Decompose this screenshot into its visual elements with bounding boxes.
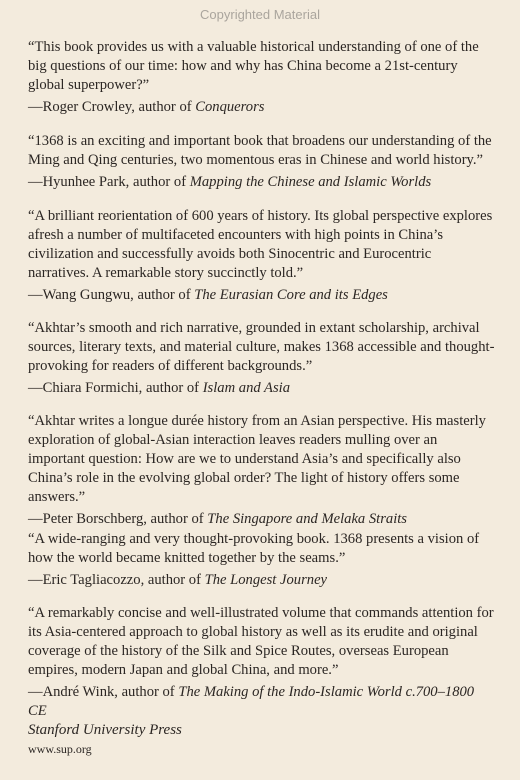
blurb-formichi — [28, 319, 496, 398]
publisher-name: Stanford University Press — [28, 722, 182, 738]
blurb-attribution — [28, 173, 496, 192]
attribution-author: —Chiara Formichi, author of — [28, 380, 203, 396]
blurb-crowley — [28, 38, 496, 117]
attribution-author: —Hyunhee Park, author of — [28, 174, 190, 190]
attribution-author: —Wang Gungwu, author of — [28, 287, 195, 303]
attribution-author: —Roger Crowley, author of — [28, 99, 196, 115]
blurb-quote: “This book provides us with a valuable historical understanding of one of the big questions of our time: how and why has China become a 21st-century global superpower?” — [28, 39, 479, 93]
attribution-book: Conquerors — [195, 99, 265, 115]
blurb-tagliacozzo — [28, 530, 496, 590]
blurb-quote: “Akhtar’s smooth and rich narrative, grounded in extant scholarship, archival sources, literary texts, and material culture, makes 1368 accessible and thought-provoking for readers of different backgrounds.” — [28, 320, 495, 374]
blurb-borschberg — [28, 412, 496, 529]
blurb-attribution — [28, 286, 496, 305]
blurb-attribution — [28, 571, 496, 590]
attribution-book: Islam and Asia — [202, 380, 290, 396]
attribution-book: The Singapore and Melaka Straits — [207, 511, 407, 527]
attribution-author: —Eric Tagliacozzo, author of — [28, 572, 205, 588]
blurb-wink — [28, 604, 496, 721]
blurb-quote: “Akhtar writes a longue durée history from an Asian perspective. His masterly exploration of global-Asian interaction leaves readers mulling over an important question: How are we to understand Asia’s and specifically also China’s role in the evolving global order? The light of history offers some answers.” — [28, 413, 486, 505]
copyright-watermark: Copyrighted Material — [200, 7, 320, 22]
blurb-attribution — [28, 510, 496, 529]
publisher-website: www.sup.org — [28, 742, 92, 756]
blurb-quote: “A remarkably concise and well-illustrated volume that commands attention for its Asia-centered approach to global history as well as its erudite and original coverage of the history of the Silk and Spice Routes, overseas European empires, modern Japan and global China, and more.” — [28, 605, 494, 678]
blurb-attribution — [28, 683, 496, 721]
blurb-quote: “1368 is an exciting and important book that broadens our understanding of the Ming and Qing centuries, two momentous eras in Chinese and world history.” — [28, 133, 492, 168]
attribution-book: The Longest Journey — [204, 572, 328, 588]
blurb-park — [28, 132, 496, 192]
blurb-wang — [28, 207, 496, 305]
blurb-attribution — [28, 379, 496, 398]
attribution-book: The Eurasian Core and its Edges — [194, 287, 388, 303]
attribution-book: Mapping the Chinese and Islamic Worlds — [189, 174, 432, 190]
blurb-attribution — [28, 98, 496, 117]
blurb-quote: “A brilliant reorientation of 600 years of history. Its global perspective explores afresh a number of multifaceted encounters with high points in China’s civilization and successfully avoids both Sinocentric and Eurocentric narratives. A remarkable story succinctly told.” — [28, 208, 493, 281]
attribution-author: —André Wink, author of — [28, 684, 179, 700]
attribution-author: —Peter Borschberg, author of — [28, 511, 208, 527]
attribution-book: The Making of the Indo-Islamic World c.700–1800 CE — [28, 684, 475, 719]
blurb-quote: “A wide-ranging and very thought-provoking book. 1368 presents a vision of how the world became knitted together by the seams.” — [28, 531, 480, 566]
